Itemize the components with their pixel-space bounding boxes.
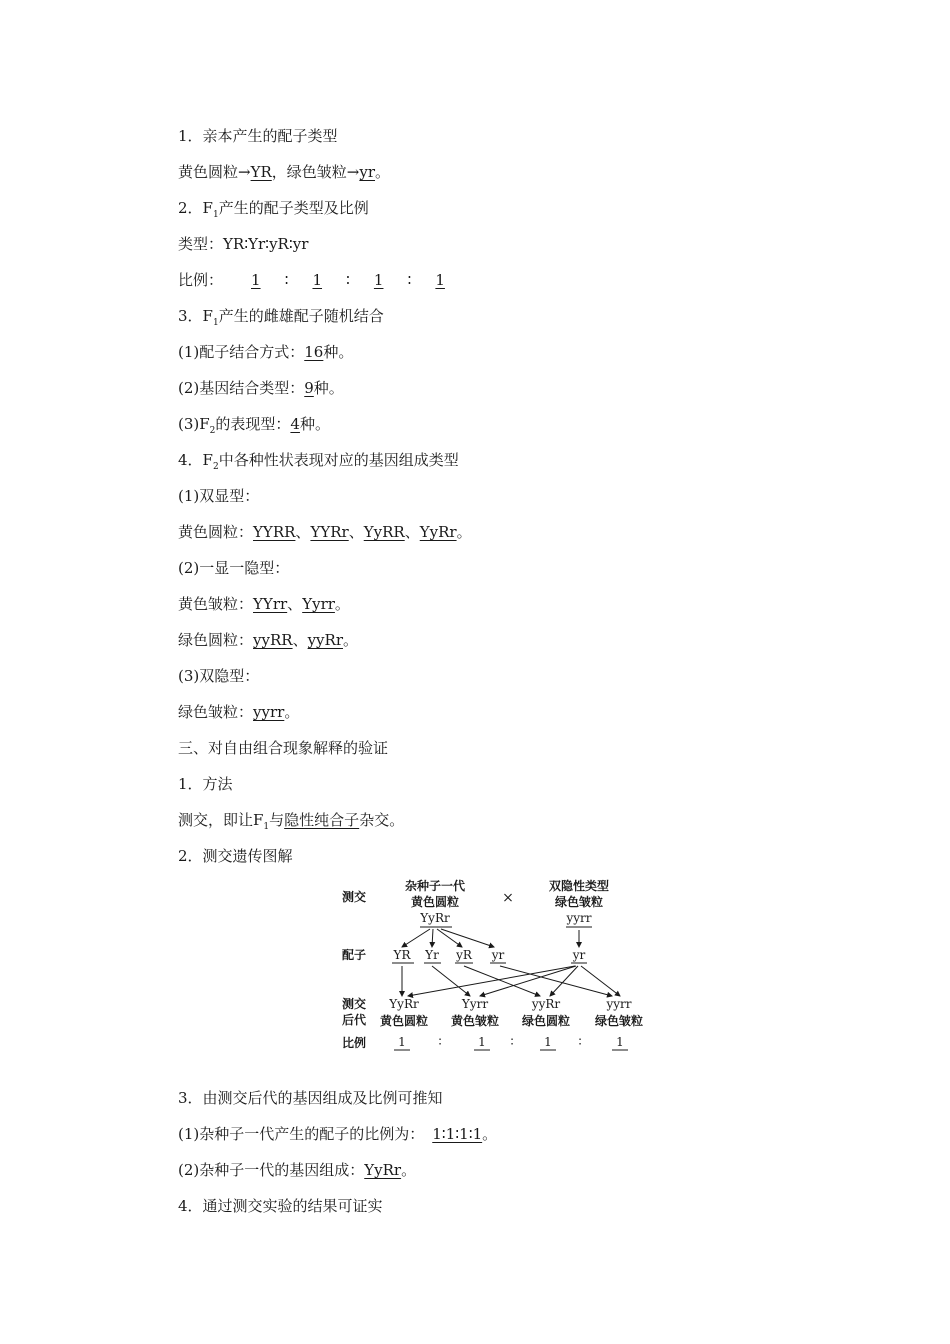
diagram-heading: 2．测交遗传图解 [178,847,293,865]
parent1-line2: 黄色圆粒 [410,895,460,909]
fusion-ways-line: (1)配子结合方式：16种。 [178,343,354,361]
arrow-parent-to-Yr [432,929,433,947]
ratio-sep-2: ∶ [510,1035,514,1049]
gamete-ratio-conclusion: (1)杂种子一代产生的配子的比例为： 1∶1∶1∶1。 [178,1125,498,1143]
inference-heading: 3．由测交后代的基因组成及比例可推知 [178,1089,443,1107]
heading-gamete-types: 1．亲本产生的配子类型 [178,127,338,145]
parent2-line2: 绿色皱粒 [554,895,604,909]
parent1-line1: 杂种子一代 [404,879,466,893]
ratio-3: 1 [544,1035,552,1049]
row-label-gamete: 配子 [342,948,367,962]
arrow-yr-to-yyrr [500,966,612,996]
method-heading: 1．方法 [178,775,233,793]
gamete-recessive: yr [572,948,586,962]
genotype-count-line: (2)基因结合类型：9种。 [178,379,344,397]
gamete-1: YR [393,948,411,962]
section-three-heading: 三、对自由组合现象解释的验证 [178,739,389,757]
gamete-ratio-line: 比例： 1 ∶ 1 ∶ 1 ∶ 1 [178,271,445,289]
ratio-2: 1 [478,1035,486,1049]
offspring-2-phenotype: 黄色皱粒 [450,1014,500,1028]
genotype-conclusion: (2)杂种子一代的基因组成：YyRr。 [178,1161,417,1179]
offspring-4-phenotype: 绿色皱粒 [594,1014,644,1028]
row-label-ratio: 比例 [342,1036,367,1050]
offspring-3-genotype: yyRr [531,997,561,1011]
double-dominant-heading: (1)双显型： [178,487,260,505]
heading-random-fusion: 3．$F_1$产生的雌雄配子随机结合 [178,307,384,328]
heading-f2-genotypes: 4．$F_2$中各种性状表现对应的基因组成类型 [178,451,459,472]
parent1-genotype: YyRr [420,911,450,925]
ratio-1: 1 [398,1035,406,1049]
one-dominant-heading: (2)一显一隐型： [178,559,290,577]
yellow-wrinkled-genotypes: 黄色皱粒：YYrr、Yyrr。 [178,595,350,613]
ratio-sep-3: ∶ [578,1035,582,1049]
cross-symbol: × [502,890,514,906]
row-label-offspring-2: 后代 [342,1013,367,1027]
offspring-1-phenotype: 黄色圆粒 [379,1014,429,1028]
arrow-parent-to-YR [402,929,430,947]
gamete-2: Yr [425,948,439,962]
green-wrinkled-genotypes: 绿色皱粒：yyrr。 [178,703,300,721]
document-body [178,118,818,874]
testcross-diagram [330,872,660,1062]
arrow-recessive-to-yyrr [581,966,620,996]
yellow-round-genotypes: 黄色圆粒：YYRR、YYRr、YyRR、YyRr。 [178,523,472,541]
conclusion-section [178,1080,818,1224]
row-label-cross: 测交 [342,890,367,904]
verification-heading: 4．通过测交实验的结果可证实 [178,1197,383,1215]
parent2-genotype: yyrr [566,911,592,925]
green-round-genotypes: 绿色圆粒：yyRR、yyRr。 [178,631,359,649]
parent2-line1: 双隐性类型 [548,879,610,893]
row-label-offspring-1: 测交 [342,997,367,1011]
arrow-Yr-to-Yyrr [432,966,470,996]
ratio-4: 1 [616,1035,624,1049]
testcross-definition: 测交，即让$F_1$与隐性纯合子杂交。 [178,811,405,832]
offspring-2-genotype: Yyrr [461,997,489,1011]
ratio-sep-1: ∶ [438,1035,442,1049]
gamete-3: yR [456,948,472,962]
offspring-4-genotype: yyrr [606,997,632,1011]
gamete-4: yr [491,948,505,962]
testcross-diagram-svg [330,872,660,1062]
heading-f1-gametes: 2．$F_1$产生的配子类型及比例 [178,199,369,220]
gamete-types-line: 类型：YR∶Yr∶yR∶yr [178,235,309,253]
offspring-1-genotype: YyRr [389,997,419,1011]
arrow-recessive-to-YyRr [408,966,575,996]
parent-gametes-line: 黄色圆粒→YR，绿色皱粒→yr。 [178,163,391,181]
phenotype-count-line: $(3)F_2$的表现型：4种。 [178,415,330,436]
offspring-3-phenotype: 绿色圆粒 [521,1014,571,1028]
double-recessive-heading: (3)双隐型： [178,667,260,685]
